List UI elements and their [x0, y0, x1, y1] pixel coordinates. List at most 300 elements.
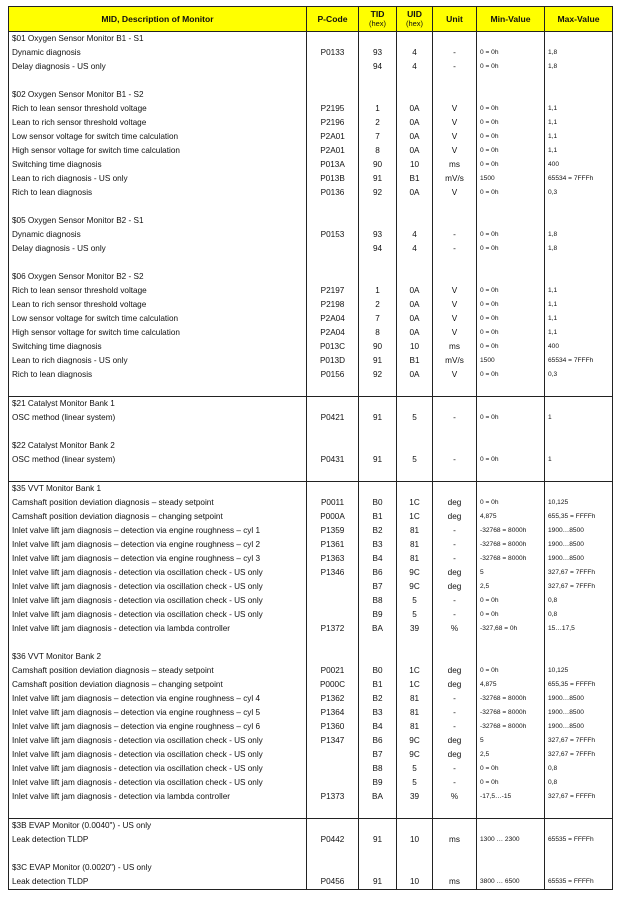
section-row [9, 650, 613, 664]
pcode-cell: P1362 [307, 692, 359, 706]
empty-cell [359, 650, 397, 664]
min-value-cell: 0 = 0h [477, 496, 545, 510]
uid-cell: 5 [397, 411, 433, 425]
empty-cell [433, 804, 477, 819]
empty-cell [477, 819, 545, 834]
unit-cell: - [433, 60, 477, 74]
min-value-cell: -327,68 = 0h [477, 622, 545, 636]
desc-cell: Rich to lean sensor threshold voltage [9, 102, 307, 116]
table-row [9, 566, 613, 580]
unit-cell: deg [433, 664, 477, 678]
empty-cell [477, 425, 545, 439]
pcode-cell [307, 242, 359, 256]
max-value-cell: 65535 = FFFFh [545, 833, 613, 847]
min-value-cell: 0 = 0h [477, 776, 545, 790]
unit-cell: deg [433, 566, 477, 580]
min-value-cell: 0 = 0h [477, 411, 545, 425]
table-row [9, 748, 613, 762]
pcode-cell: P1360 [307, 720, 359, 734]
unit-cell: ms [433, 340, 477, 354]
tid-cell: B9 [359, 608, 397, 622]
empty-cell [397, 804, 433, 819]
unit-cell: - [433, 720, 477, 734]
max-value-cell: 1,8 [545, 60, 613, 74]
empty-cell [433, 256, 477, 270]
max-value-cell: 1,8 [545, 46, 613, 60]
uid-cell: 10 [397, 875, 433, 890]
unit-cell: V [433, 130, 477, 144]
min-value-cell: 1500 [477, 172, 545, 186]
unit-cell: mV/s [433, 354, 477, 368]
tid-cell: 7 [359, 130, 397, 144]
tid-cell: 91 [359, 411, 397, 425]
min-value-cell: 0 = 0h [477, 594, 545, 608]
desc-cell: Inlet valve lift jam diagnosis - detection via oscillation check - US only [9, 762, 307, 776]
tid-cell: 93 [359, 228, 397, 242]
empty-cell [545, 804, 613, 819]
unit-cell: deg [433, 734, 477, 748]
table-row [9, 453, 613, 467]
table-row [9, 622, 613, 636]
empty-cell [545, 467, 613, 482]
unit-cell: deg [433, 496, 477, 510]
empty-cell [477, 270, 545, 284]
pcode-cell: P0456 [307, 875, 359, 890]
empty-cell [545, 382, 613, 397]
spacer-row [9, 425, 613, 439]
table-row [9, 411, 613, 425]
max-value-cell: 400 [545, 340, 613, 354]
empty-cell [359, 819, 397, 834]
empty-cell [307, 270, 359, 284]
pcode-cell: P013D [307, 354, 359, 368]
max-value-cell: 1900…8500 [545, 720, 613, 734]
pcode-cell [307, 762, 359, 776]
empty-cell [359, 397, 397, 412]
table-row [9, 186, 613, 200]
table-row [9, 354, 613, 368]
pcode-cell: P013C [307, 340, 359, 354]
empty-cell [433, 650, 477, 664]
max-value-cell: 1900…8500 [545, 524, 613, 538]
pcode-cell: P013B [307, 172, 359, 186]
header-pcode: P-Code [307, 7, 359, 32]
pcode-cell: P0136 [307, 186, 359, 200]
tid-cell: B1 [359, 678, 397, 692]
empty-cell [477, 382, 545, 397]
pcode-cell: P000A [307, 510, 359, 524]
pcode-cell: P1347 [307, 734, 359, 748]
desc-cell: Inlet valve lift jam diagnosis - detection via oscillation check - US only [9, 566, 307, 580]
tid-cell: 8 [359, 144, 397, 158]
empty-cell [433, 847, 477, 861]
empty-cell [477, 861, 545, 875]
unit-cell: - [433, 608, 477, 622]
min-value-cell: 4,875 [477, 510, 545, 524]
pcode-cell: P2195 [307, 102, 359, 116]
min-value-cell: 0 = 0h [477, 340, 545, 354]
min-value-cell: 0 = 0h [477, 298, 545, 312]
uid-cell: 0A [397, 116, 433, 130]
unit-cell: - [433, 706, 477, 720]
min-value-cell: -32768 = 8000h [477, 720, 545, 734]
pcode-cell: P1361 [307, 538, 359, 552]
max-value-cell: 1,1 [545, 312, 613, 326]
spacer-row [9, 847, 613, 861]
table-row [9, 552, 613, 566]
empty-cell [397, 74, 433, 88]
table-row [9, 60, 613, 74]
unit-cell: - [433, 46, 477, 60]
desc-cell: Inlet valve lift jam diagnosis - detection via oscillation check - US only [9, 608, 307, 622]
header-max: Max-Value [545, 7, 613, 32]
tid-cell: 7 [359, 312, 397, 326]
max-value-cell: 327,67 = 7FFFh [545, 734, 613, 748]
empty-cell [359, 467, 397, 482]
desc-cell: Camshaft position deviation diagnosis – steady setpoint [9, 496, 307, 510]
uid-cell: 10 [397, 158, 433, 172]
tid-cell: B0 [359, 664, 397, 678]
pcode-cell: P1346 [307, 566, 359, 580]
unit-cell: % [433, 622, 477, 636]
desc-cell: High sensor voltage for switch time calculation [9, 326, 307, 340]
table-row [9, 762, 613, 776]
unit-cell: - [433, 242, 477, 256]
pcode-cell [307, 60, 359, 74]
tid-cell: B0 [359, 496, 397, 510]
empty-cell [359, 270, 397, 284]
tid-cell: 1 [359, 102, 397, 116]
min-value-cell: 0 = 0h [477, 60, 545, 74]
unit-cell: V [433, 186, 477, 200]
desc-cell: Lean to rich sensor threshold voltage [9, 116, 307, 130]
spacer-row [9, 200, 613, 214]
unit-cell: V [433, 116, 477, 130]
section-title: $21 Catalyst Monitor Bank 1 [9, 397, 307, 412]
uid-cell: 9C [397, 580, 433, 594]
uid-cell: 0A [397, 368, 433, 382]
table-row [9, 368, 613, 382]
uid-cell: 9C [397, 748, 433, 762]
table-row [9, 524, 613, 538]
empty-cell [477, 397, 545, 412]
empty-cell [477, 88, 545, 102]
tid-cell: 91 [359, 833, 397, 847]
uid-cell: 4 [397, 46, 433, 60]
min-value-cell: -32768 = 8000h [477, 538, 545, 552]
unit-cell: V [433, 312, 477, 326]
unit-cell: - [433, 594, 477, 608]
uid-cell: 39 [397, 790, 433, 804]
uid-cell: 0A [397, 102, 433, 116]
empty-cell [433, 382, 477, 397]
tid-cell: 90 [359, 340, 397, 354]
min-value-cell: -17,5…-15 [477, 790, 545, 804]
desc-cell: Rich to lean diagnosis [9, 186, 307, 200]
desc-cell: High sensor voltage for switch time calculation [9, 144, 307, 158]
max-value-cell: 10,125 [545, 664, 613, 678]
spacer-row [9, 636, 613, 650]
min-value-cell: 0 = 0h [477, 242, 545, 256]
empty-cell [397, 439, 433, 453]
section-row [9, 482, 613, 497]
table-row [9, 664, 613, 678]
desc-cell: Inlet valve lift jam diagnosis - detection via oscillation check - US only [9, 734, 307, 748]
header-row [9, 7, 613, 32]
desc-cell: Rich to lean diagnosis [9, 368, 307, 382]
empty-cell [359, 847, 397, 861]
pcode-cell: P0156 [307, 368, 359, 382]
empty-cell [397, 819, 433, 834]
empty-cell [433, 467, 477, 482]
table-row [9, 102, 613, 116]
pcode-cell: P1359 [307, 524, 359, 538]
max-value-cell: 1,1 [545, 144, 613, 158]
empty-cell [359, 88, 397, 102]
tid-cell: B4 [359, 552, 397, 566]
tid-cell: 94 [359, 60, 397, 74]
empty-cell [477, 847, 545, 861]
max-value-cell: 0,8 [545, 762, 613, 776]
min-value-cell: -32768 = 8000h [477, 692, 545, 706]
unit-cell: V [433, 298, 477, 312]
unit-cell: - [433, 411, 477, 425]
empty-cell [433, 861, 477, 875]
max-value-cell: 327,67 = 7FFFh [545, 566, 613, 580]
max-value-cell: 1,8 [545, 228, 613, 242]
max-value-cell: 1,1 [545, 116, 613, 130]
tid-cell: B7 [359, 580, 397, 594]
empty-cell [307, 382, 359, 397]
uid-cell: 5 [397, 608, 433, 622]
max-value-cell: 1900…8500 [545, 552, 613, 566]
empty-cell [477, 804, 545, 819]
uid-cell: 0A [397, 144, 433, 158]
uid-cell: B1 [397, 172, 433, 186]
uid-cell: 1C [397, 664, 433, 678]
tid-cell: 91 [359, 453, 397, 467]
desc-cell: Inlet valve lift jam diagnosis – detection via engine roughness – cyl 5 [9, 706, 307, 720]
max-value-cell: 0,8 [545, 776, 613, 790]
max-value-cell: 327,67 = 7FFFh [545, 580, 613, 594]
pcode-cell: P2A04 [307, 312, 359, 326]
empty-cell [397, 650, 433, 664]
desc-cell: Switching time diagnosis [9, 340, 307, 354]
pcode-cell [307, 776, 359, 790]
empty-cell [397, 425, 433, 439]
table-row [9, 594, 613, 608]
header-uid [397, 7, 433, 32]
uid-cell: 5 [397, 453, 433, 467]
empty-cell [545, 482, 613, 497]
empty-cell [9, 804, 307, 819]
empty-cell [359, 74, 397, 88]
max-value-cell: 1,1 [545, 102, 613, 116]
uid-cell: 5 [397, 594, 433, 608]
section-title: $36 VVT Monitor Bank 2 [9, 650, 307, 664]
uid-cell: 39 [397, 622, 433, 636]
uid-cell: 9C [397, 566, 433, 580]
unit-cell: - [433, 538, 477, 552]
pcode-cell: P2A01 [307, 130, 359, 144]
empty-cell [9, 256, 307, 270]
empty-cell [545, 847, 613, 861]
section-title: $02 Oxygen Sensor Monitor B1 - S2 [9, 88, 307, 102]
table-row [9, 790, 613, 804]
min-value-cell: 0 = 0h [477, 144, 545, 158]
empty-cell [307, 200, 359, 214]
min-value-cell: 0 = 0h [477, 228, 545, 242]
empty-cell [397, 636, 433, 650]
monitor-table [8, 6, 613, 890]
table-row [9, 326, 613, 340]
min-value-cell: 0 = 0h [477, 312, 545, 326]
unit-cell: - [433, 228, 477, 242]
unit-cell: deg [433, 678, 477, 692]
tid-cell: B9 [359, 776, 397, 790]
header-min: Min-Value [477, 7, 545, 32]
section-row [9, 32, 613, 47]
uid-cell: 81 [397, 706, 433, 720]
table-row [9, 312, 613, 326]
table-row [9, 875, 613, 890]
pcode-cell: P2198 [307, 298, 359, 312]
empty-cell [307, 482, 359, 497]
pcode-cell: P1372 [307, 622, 359, 636]
tid-cell: 8 [359, 326, 397, 340]
empty-cell [359, 214, 397, 228]
min-value-cell: 0 = 0h [477, 664, 545, 678]
tid-cell: 90 [359, 158, 397, 172]
spacer-row [9, 382, 613, 397]
uid-cell: 5 [397, 762, 433, 776]
uid-cell: 81 [397, 524, 433, 538]
header-uid-sub: (hex) [405, 19, 424, 28]
empty-cell [477, 467, 545, 482]
max-value-cell: 10,125 [545, 496, 613, 510]
empty-cell [397, 382, 433, 397]
table-row [9, 130, 613, 144]
tid-cell: BA [359, 790, 397, 804]
spacer-row [9, 256, 613, 270]
empty-cell [359, 439, 397, 453]
desc-cell: Inlet valve lift jam diagnosis - detection via lambda controller [9, 790, 307, 804]
desc-cell: Low sensor voltage for switch time calculation [9, 130, 307, 144]
uid-cell: 5 [397, 776, 433, 790]
max-value-cell: 1,1 [545, 298, 613, 312]
tid-cell: 1 [359, 284, 397, 298]
unit-cell: deg [433, 580, 477, 594]
tid-cell: B7 [359, 748, 397, 762]
empty-cell [307, 467, 359, 482]
empty-cell [545, 200, 613, 214]
tid-cell: 94 [359, 242, 397, 256]
empty-cell [397, 270, 433, 284]
empty-cell [307, 861, 359, 875]
table-row [9, 776, 613, 790]
min-value-cell: 0 = 0h [477, 130, 545, 144]
empty-cell [477, 482, 545, 497]
spacer-row [9, 74, 613, 88]
pcode-cell: P0021 [307, 664, 359, 678]
empty-cell [545, 819, 613, 834]
uid-cell: 4 [397, 228, 433, 242]
tid-cell: B3 [359, 706, 397, 720]
table-row [9, 706, 613, 720]
min-value-cell: 1300 … 2300 [477, 833, 545, 847]
unit-cell: - [433, 524, 477, 538]
empty-cell [433, 439, 477, 453]
empty-cell [9, 467, 307, 482]
table-row [9, 496, 613, 510]
max-value-cell: 0,3 [545, 186, 613, 200]
desc-cell: Inlet valve lift jam diagnosis – detection via engine roughness – cyl 6 [9, 720, 307, 734]
section-row [9, 861, 613, 875]
section-row [9, 88, 613, 102]
max-value-cell: 655,35 = FFFFh [545, 510, 613, 524]
min-value-cell: -32768 = 8000h [477, 552, 545, 566]
table-row [9, 242, 613, 256]
empty-cell [545, 650, 613, 664]
section-row [9, 439, 613, 453]
tid-cell: B6 [359, 734, 397, 748]
empty-cell [433, 88, 477, 102]
uid-cell: 81 [397, 720, 433, 734]
empty-cell [9, 74, 307, 88]
desc-cell: Dynamic diagnosis [9, 228, 307, 242]
uid-cell: 4 [397, 242, 433, 256]
empty-cell [9, 382, 307, 397]
header-tid-label: TID [370, 9, 385, 19]
max-value-cell: 65534 = 7FFFh [545, 354, 613, 368]
empty-cell [545, 32, 613, 47]
empty-cell [477, 32, 545, 47]
unit-cell: - [433, 762, 477, 776]
header-tid [359, 7, 397, 32]
empty-cell [433, 74, 477, 88]
desc-cell: Inlet valve lift jam diagnosis - detection via oscillation check - US only [9, 748, 307, 762]
uid-cell: 0A [397, 284, 433, 298]
table-row [9, 228, 613, 242]
empty-cell [433, 397, 477, 412]
section-row [9, 819, 613, 834]
desc-cell: Dynamic diagnosis [9, 46, 307, 60]
empty-cell [545, 256, 613, 270]
pcode-cell: P1373 [307, 790, 359, 804]
max-value-cell: 0,3 [545, 368, 613, 382]
empty-cell [433, 636, 477, 650]
desc-cell: Leak detection TLDP [9, 875, 307, 890]
spacer-row [9, 467, 613, 482]
table-row [9, 46, 613, 60]
pcode-cell [307, 594, 359, 608]
table-row [9, 298, 613, 312]
table-row [9, 158, 613, 172]
pcode-cell: P0421 [307, 411, 359, 425]
tid-cell: 2 [359, 116, 397, 130]
table-row [9, 538, 613, 552]
empty-cell [9, 847, 307, 861]
min-value-cell: 0 = 0h [477, 116, 545, 130]
tid-cell: B8 [359, 594, 397, 608]
desc-cell: Delay diagnosis - US only [9, 242, 307, 256]
header-desc: MID, Description of Monitor [9, 7, 307, 32]
header-uid-label: UID [407, 9, 422, 19]
pcode-cell: P1364 [307, 706, 359, 720]
unit-cell: % [433, 790, 477, 804]
uid-cell: 1C [397, 496, 433, 510]
pcode-cell [307, 608, 359, 622]
